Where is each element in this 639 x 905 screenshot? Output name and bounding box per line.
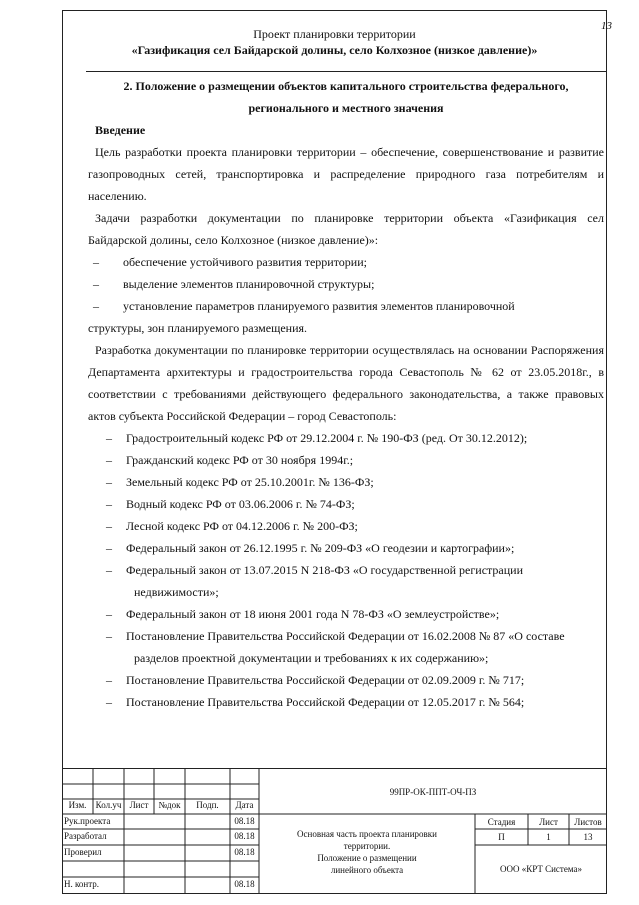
basis-line: Распоряжения Департамента архитектуры и градостроительства города Севастополь № 62 от xyxy=(88,343,604,379)
description-line: территории. xyxy=(343,841,391,851)
col-header-docnum: №док xyxy=(158,800,181,810)
dash-marker: – xyxy=(106,453,112,467)
document-body xyxy=(88,75,604,713)
law-text: Земельный кодекс РФ от 25.10.2001г. № 136-ФЗ; xyxy=(126,475,374,489)
dash-marker: – xyxy=(93,255,99,269)
dash-marker: – xyxy=(106,629,112,643)
dash-marker: – xyxy=(106,563,112,577)
dash-marker: – xyxy=(106,497,112,511)
document-description xyxy=(259,828,475,876)
header-rule xyxy=(86,71,607,72)
law-text: Водный кодекс РФ от 03.06.2006 г. № 74-ФЗ; xyxy=(126,497,355,511)
law-item xyxy=(88,669,604,691)
task-item xyxy=(88,273,604,295)
law-continuation: разделов проектной документации и требованиях к их содержанию»; xyxy=(134,651,489,665)
law-text: Постановление Правительства Российской Федерации от 02.09.2009 г. № 717; xyxy=(126,673,525,687)
role-norm-control: Н. контр. xyxy=(64,879,100,889)
basis-line: 23.05.2018г., в соответствии с требованиями действующего федерального законодательства, xyxy=(88,365,605,401)
law-text: Гражданский кодекс РФ от 30 ноября 1994г.; xyxy=(126,453,354,467)
sheet-value: 1 xyxy=(546,832,551,842)
task-text: установление параметров планируемого развития элементов планировочной xyxy=(123,299,515,313)
law-text: Федеральный закон от 26.12.1995 г. № 209-ФЗ «О геодезии и картографии»; xyxy=(126,541,515,555)
organization-name: ООО «КРТ Система» xyxy=(500,864,582,874)
dash-marker: – xyxy=(106,673,112,687)
description-line: Основная часть проекта планировки xyxy=(297,829,437,839)
purpose-line: Цель разработки проекта планировки территории – обеспечение, совершенствование и xyxy=(95,145,555,159)
task-item xyxy=(88,295,604,317)
dash-marker: – xyxy=(93,299,99,313)
document-code: 99ПР-ОК-ППТ-ОЧ-ПЗ xyxy=(389,787,477,797)
purpose-paragraph xyxy=(88,141,604,207)
role-developer: Разработал xyxy=(64,831,107,841)
purpose-line: потребителям и населению. xyxy=(88,167,604,203)
law-item xyxy=(88,625,604,669)
law-text: Федеральный закон от 13.07.2015 N 218-ФЗ «О государственной регистрации xyxy=(126,563,523,577)
law-text: Лесной кодекс РФ от 04.12.2006 г. № 200-ФЗ; xyxy=(126,519,358,533)
page-number: 13 xyxy=(601,20,612,32)
dash-marker: – xyxy=(106,695,112,709)
dash-marker: – xyxy=(106,607,112,621)
law-item xyxy=(88,427,604,449)
col-header-count: Кол.уч xyxy=(95,800,122,810)
role-date: 08.18 xyxy=(234,831,255,841)
law-continuation: недвижимости»; xyxy=(134,585,219,599)
role-date: 08.18 xyxy=(234,879,255,889)
law-text: Федеральный закон от 18 июня 2001 года N 78-ФЗ «О землеустройстве»; xyxy=(126,607,500,621)
project-subtitle: «Газификация сел Байдарской долины, село Колхозное (низкое давление)» xyxy=(131,43,538,57)
role-checker: Проверил xyxy=(64,847,102,857)
title-block xyxy=(62,768,607,894)
dash-marker: – xyxy=(106,475,112,489)
col-header-sheet: Лист xyxy=(129,800,149,810)
sheets-label: Листов xyxy=(574,817,602,827)
law-item xyxy=(88,449,604,471)
law-item xyxy=(88,471,604,493)
task-continuation: структуры, зон планируемого размещения. xyxy=(88,321,308,335)
law-item xyxy=(88,559,604,603)
col-header-change: Изм. xyxy=(68,800,87,810)
law-item xyxy=(88,603,604,625)
sheets-value: 13 xyxy=(583,832,593,842)
tasks-paragraph xyxy=(88,207,604,251)
col-header-signature: Подп. xyxy=(196,800,219,810)
tasks-line: Байдарской долины, село Колхозное (низкое давление)»: xyxy=(88,233,379,247)
basis-paragraph xyxy=(88,339,604,427)
project-title: Проект планировки территории xyxy=(253,27,416,41)
law-item xyxy=(88,691,604,713)
tasks-line: Задачи разработки документации по планировке территории объекта «Газификация сел xyxy=(95,211,604,225)
purpose-line: развитие газопроводных сетей, транспортировка и распределение природного газа xyxy=(88,145,605,181)
basis-line: Разработка документации по планировке территории осуществлялась на основании xyxy=(95,343,528,357)
stage-label: Стадия xyxy=(487,817,516,827)
law-item xyxy=(88,515,604,537)
law-item xyxy=(88,493,604,515)
role-project-manager: Рук.проекта xyxy=(64,816,111,826)
section-title-line1: 2. Положение о размещении объектов капитального строительства федерального, xyxy=(123,79,569,93)
law-text: Постановление Правительства Российской Федерации от 16.02.2008 № 87 «О составе xyxy=(126,629,565,643)
dash-marker: – xyxy=(106,541,112,555)
law-text: Градостроительный кодекс РФ от 29.12.2004 г. № 190-ФЗ (ред. От 30.12.2012); xyxy=(126,431,528,445)
dash-marker: – xyxy=(106,431,112,445)
basis-line: а также правовых актов субъекта Российской Федерации – город Севастополь: xyxy=(88,387,604,423)
task-text: обеспечение устойчивого развития территории; xyxy=(123,255,367,269)
sheet-label: Лист xyxy=(539,817,558,827)
section-title-line2: регионального и местного значения xyxy=(248,101,444,115)
description-line: линейного объекта xyxy=(330,865,404,875)
dash-marker: – xyxy=(93,277,99,291)
col-header-date: Дата xyxy=(235,800,254,810)
intro-heading: Введение xyxy=(95,123,146,137)
law-item xyxy=(88,537,604,559)
stage-value: П xyxy=(498,832,505,842)
law-text-block xyxy=(126,625,604,669)
task-text: выделение элементов планировочной структуры; xyxy=(123,277,375,291)
role-date: 08.18 xyxy=(234,847,255,857)
dash-marker: – xyxy=(106,519,112,533)
law-text-block xyxy=(126,559,604,603)
task-item xyxy=(88,251,604,273)
description-line: Положение о размещении xyxy=(317,853,417,863)
law-text: Постановление Правительства Российской Федерации от 12.05.2017 г. № 564; xyxy=(126,695,525,709)
role-date: 08.18 xyxy=(234,816,255,826)
